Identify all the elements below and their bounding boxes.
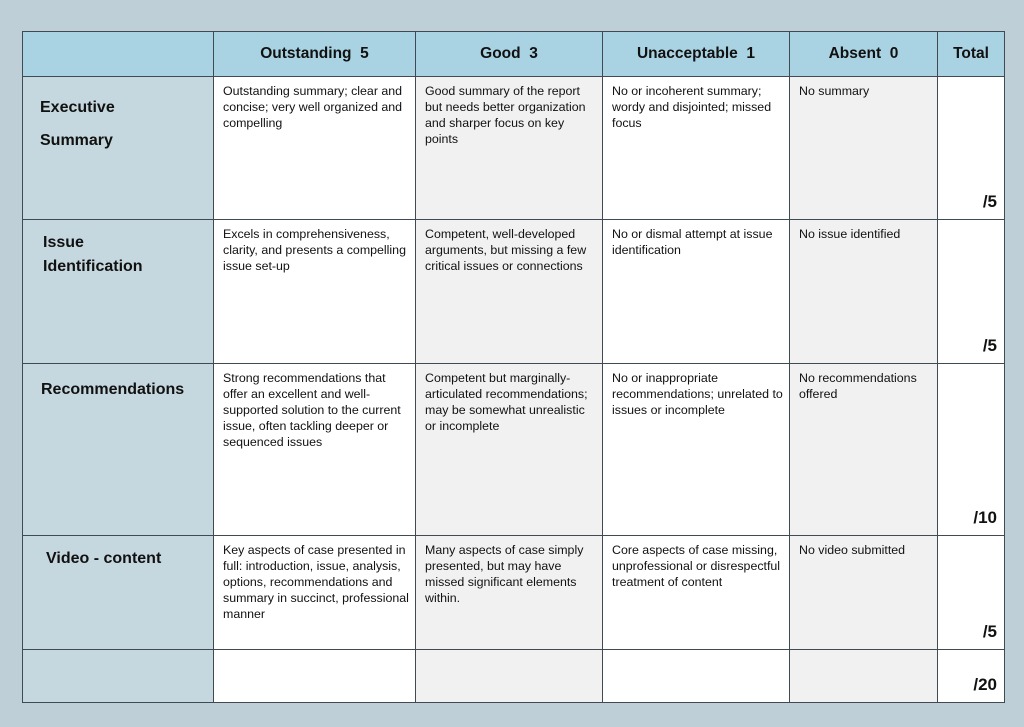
total-cell (938, 364, 1005, 536)
header-unacceptable: Unacceptable 1 (603, 32, 790, 77)
criterion-label: Video - content (46, 550, 162, 567)
unacceptable-cell-empty (603, 650, 790, 703)
grand-total-cell (938, 650, 1005, 703)
good-description: Competent but marginally-articulated recommendations; may be somewhat unrealistic or incomplete (425, 371, 588, 433)
criterion-cell (23, 536, 214, 650)
good-cell-empty (416, 650, 603, 703)
criterion-cell-empty (23, 650, 214, 703)
criterion-label: Executive Summary (40, 99, 115, 149)
unacceptable-cell (603, 220, 790, 364)
criterion-cell (23, 220, 214, 364)
score-value: /5 (982, 622, 997, 641)
unacceptable-description: No or inappropriate recommendations; unrelated to issues or incomplete (612, 371, 783, 417)
outstanding-cell (214, 77, 416, 220)
grand-total-value: /20 (973, 675, 997, 694)
good-cell (416, 536, 603, 650)
absent-cell-empty (790, 650, 938, 703)
absent-description: No video submitted (799, 543, 906, 557)
header-criteria (23, 32, 214, 77)
outstanding-description: Outstanding summary; clear and concise; very well organized and compelling (223, 84, 403, 130)
good-description: Competent, well-developed arguments, but missing a few critical issues or connections (425, 227, 587, 273)
unacceptable-cell (603, 77, 790, 220)
unacceptable-description: Core aspects of case missing, unprofessional or disrespectful treatment of content (612, 543, 781, 589)
header-good: Good 3 (416, 32, 603, 77)
rubric-row-grand-total (23, 650, 1005, 703)
header-row (23, 32, 1005, 77)
absent-cell (790, 364, 938, 536)
score-value: /5 (982, 336, 997, 355)
absent-description: No summary (799, 84, 870, 98)
outstanding-description: Excels in comprehensiveness, clarity, and presents a compelling issue set-up (223, 227, 406, 273)
outstanding-cell (214, 536, 416, 650)
outstanding-cell-empty (214, 650, 416, 703)
grading-rubric-table (22, 31, 1005, 703)
unacceptable-cell (603, 536, 790, 650)
total-cell (938, 536, 1005, 650)
header-outstanding: Outstanding 5 (214, 32, 416, 77)
good-cell (416, 77, 603, 220)
total-cell (938, 77, 1005, 220)
score-value: /10 (973, 508, 997, 527)
unacceptable-description: No or incoherent summary; wordy and disjointed; missed focus (612, 84, 772, 130)
absent-cell (790, 77, 938, 220)
outstanding-cell (214, 364, 416, 536)
rubric-row-recommendations (23, 364, 1005, 536)
criterion-label: Issue Identification (43, 234, 143, 275)
unacceptable-description: No or dismal attempt at issue identification (612, 227, 773, 257)
absent-description: No issue identified (799, 227, 901, 241)
criterion-label: Recommendations (41, 381, 185, 398)
absent-cell (790, 220, 938, 364)
rubric-row-executive-summary (23, 77, 1005, 220)
outstanding-cell (214, 220, 416, 364)
good-description: Good summary of the report but needs better organization and sharper focus on key points (425, 84, 586, 146)
outstanding-description: Key aspects of case presented in full: introduction, issue, analysis, options, recommendations and summary in succinct, professional manner (223, 543, 409, 621)
header-total: Total (938, 32, 1005, 77)
outstanding-description: Strong recommendations that offer an excellent and well-supported solution to the current issue, often tackling deeper or sequenced issues (223, 371, 401, 449)
rubric-row-video-content (23, 536, 1005, 650)
good-cell (416, 220, 603, 364)
score-value: /5 (982, 192, 997, 211)
absent-description: No recommendations offered (799, 371, 917, 401)
total-cell (938, 220, 1005, 364)
good-cell (416, 364, 603, 536)
unacceptable-cell (603, 364, 790, 536)
good-description: Many aspects of case simply presented, but may have missed significant elements within. (425, 543, 584, 605)
criterion-cell (23, 364, 214, 536)
criterion-cell (23, 77, 214, 220)
rubric-row-issue-identification (23, 220, 1005, 364)
absent-cell (790, 536, 938, 650)
header-absent: Absent 0 (790, 32, 938, 77)
